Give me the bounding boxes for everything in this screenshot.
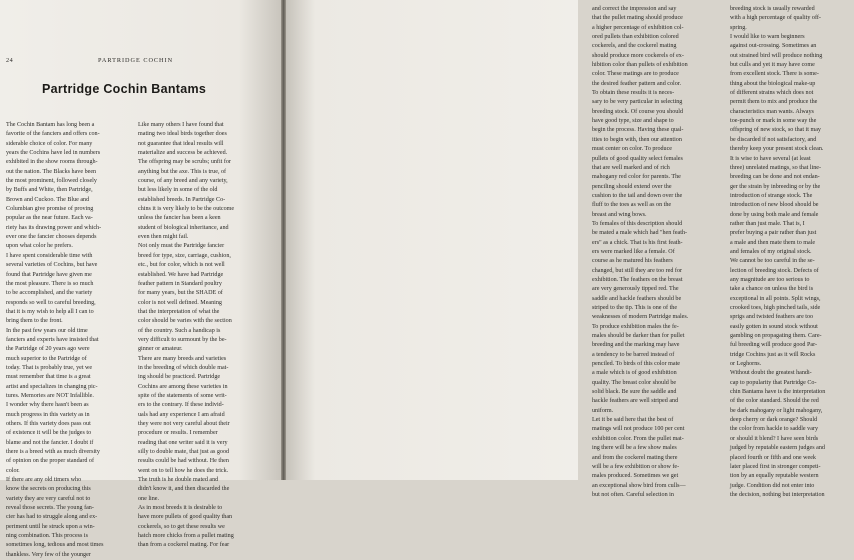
text-line: crooked toes, high pinched tails, side: [730, 305, 821, 311]
text-line: Cochins are among these varieties in: [138, 383, 228, 390]
text-line: of the country. Such a handicap is: [138, 327, 221, 334]
text-line: I have spent considerable time with: [6, 252, 93, 259]
text-line: I would like to warn beginners: [730, 34, 805, 41]
text-line: ers to the contrary. If these individ-: [138, 402, 224, 409]
text-line: ever one the fancier chooses depends: [6, 234, 97, 241]
text-line: ities to begin with, then our attention: [592, 136, 682, 143]
text-line: exhibition color. From the pullet mat-: [592, 435, 684, 442]
text-line: materialize and success be achieved.: [138, 150, 228, 157]
text-line: one line.: [138, 495, 159, 502]
text-line: popular as the near future. Each va-: [6, 215, 93, 222]
text-line: ful breeding will produce good Par-: [730, 342, 818, 349]
text-line: lection of breeding stock. Defects of: [730, 267, 819, 274]
text-line: but less likely in some of the old: [138, 187, 218, 194]
text-line: chin Bantams have is the interpretation: [730, 389, 826, 396]
text-line: than from a cockerel mating. For fear: [138, 542, 230, 549]
text-line: color is not well defined. Meaning: [138, 299, 222, 306]
text-line: cushion to the tail and down over the: [592, 192, 683, 199]
text-line: reveal those secrets. The young fan-: [6, 505, 94, 512]
text-line: out strained bird will produce nothing: [730, 52, 823, 59]
text-line: If there are any old timers who: [6, 477, 82, 484]
right-column-2: [730, 5, 854, 500]
text-line: silly to double mate, that just as good: [138, 449, 230, 456]
text-line: even then might fail.: [138, 234, 189, 241]
text-line: cockerels, and the cockerel mating: [592, 43, 677, 50]
text-line: be dark mahogany or light mahogany,: [730, 407, 823, 414]
text-line: hatch more chicks from a pullet mating: [138, 533, 234, 540]
text-line: later placed first in stronger competi-: [730, 463, 821, 470]
text-line: breeding stock is usually rewarded: [730, 6, 815, 12]
text-line: Not only must the Partridge fancier: [138, 243, 225, 250]
text-line: not guarantee that ideal results will: [138, 140, 224, 147]
text-line: of existence it will be the judges to: [6, 430, 92, 437]
text-line: artist and specializes in changing pic-: [6, 383, 98, 390]
text-line: several varieties of Cochins, but have: [6, 262, 98, 269]
left-column-1: [6, 121, 126, 560]
text-line: To produce exhibition males the fe-: [592, 323, 679, 330]
text-line: penciled. To birds of this color mate: [592, 361, 680, 368]
article-title: Partridge Cochin Bantams: [42, 82, 207, 96]
text-line: permit them to mix and produce the: [730, 99, 818, 106]
text-line: begin the process. Having these qual-: [592, 127, 684, 134]
text-line: ing should be practiced. Partridge: [138, 374, 221, 381]
left-page: [0, 0, 281, 558]
text-line: from excellent stock. There is some-: [730, 71, 819, 78]
text-line: siderable choice of color. For many: [6, 140, 93, 147]
text-line: be discarded if not satisfactory, and: [730, 136, 817, 143]
text-line: sprigs and twisted feathers are too: [730, 314, 814, 321]
text-line: judged by reputable eastern judges and: [730, 445, 825, 452]
running-header: [6, 57, 275, 66]
text-line: sary to be very particular in selecting: [592, 99, 683, 106]
text-line: pullets of good quality select females: [592, 155, 683, 162]
text-line: breed for type, size, carriage, cushion,: [138, 252, 231, 259]
text-line: tridge Cochins just as it will Rocks: [730, 351, 816, 358]
text-line: of opinion on the proper standard of: [6, 458, 94, 465]
text-line: done by using both male and female: [730, 211, 819, 218]
text-line: matings will not produce 100 per cent: [592, 426, 685, 433]
text-line: As in most breeds it is desirable to: [138, 505, 223, 512]
text-line: periment until he struck upon a win-: [6, 523, 95, 530]
text-line: procedure or results. I remember: [138, 430, 218, 437]
text-line: a male which is of good exhibition: [592, 370, 677, 377]
text-line: for many years, but the SHADE of: [138, 290, 223, 297]
text-line: found that Partridge have given me: [6, 271, 92, 278]
text-line: exhibition. The feathers on the breast: [592, 276, 683, 283]
text-line: color. These matings are to produce: [592, 71, 679, 78]
text-line: cap to popularity that Partridge Co-: [730, 379, 817, 386]
text-line: riety has its drawing power and which-: [6, 224, 102, 231]
text-line: offspring of new stock, so that it may: [730, 127, 821, 134]
text-line: by Buffs and White, then Partridge,: [6, 187, 93, 194]
text-line: must remember that time is a great: [6, 374, 91, 381]
text-line: introduction of new blood should be: [730, 202, 819, 209]
text-line: of different strains which does not: [730, 90, 814, 97]
text-line: The offspring may be scrubs; unfit for: [138, 159, 231, 166]
text-line: Like many others I have found that: [138, 122, 224, 128]
text-line: uniform.: [592, 407, 614, 414]
text-line: be mated a male which had "hen feath-: [592, 230, 688, 237]
text-line: thankless. Very few of the younger: [6, 551, 91, 558]
text-line: hibition color than pullets of exhibition: [592, 62, 688, 69]
text-line: etc., but for color, which is not well: [138, 262, 225, 269]
text-line: gambling on propagating them. Care-: [730, 333, 822, 340]
text-line: and females of my original stock.: [730, 248, 812, 255]
text-line: have good type, size and shape to: [592, 118, 674, 125]
text-line: We cannot be too careful in the se-: [730, 258, 815, 265]
text-line: much progress in this variety as in: [6, 411, 90, 418]
text-line: responds so well to careful breeding,: [6, 299, 96, 306]
text-line: unless the fancier has been a keen: [138, 215, 221, 222]
text-line: feather pattern in Standard poultry: [138, 280, 222, 287]
text-line: will be a few exhibition or show fe-: [592, 463, 680, 470]
text-line: of the color standard. Should the red: [730, 398, 819, 405]
text-line: three) unrelated matings, so that line-: [730, 164, 822, 171]
text-line: Columbian give promise of proving: [6, 206, 94, 213]
text-line: reading that one writer said it is very: [138, 439, 228, 446]
text-line: take a chance on unless the bird is: [730, 286, 814, 293]
text-line: an exceptional show bird from culls—: [592, 482, 686, 489]
text-line: course as he matured his feathers: [592, 258, 673, 265]
text-line: much superior to the Partridge of: [6, 355, 87, 362]
text-line: quality. The breast color should be: [592, 379, 677, 386]
text-line: a tendency to be barred instead of: [592, 351, 675, 358]
text-line: the decision, nothing but interpretation: [730, 491, 825, 498]
text-line: results could be had without. He then: [138, 458, 229, 465]
page-number: 24: [6, 57, 14, 64]
left-column-2: [138, 121, 262, 551]
text-line: must center on color. To produce: [592, 146, 673, 153]
text-line: against out-crossing. Sometimes an: [730, 43, 817, 50]
text-line: ning combination. This process is: [6, 533, 88, 540]
text-line: the most pleasure. There is so much: [6, 280, 94, 287]
text-line: cier has had to struggle along and ex-: [6, 514, 98, 521]
text-line: a higher percentage of exhibition col-: [592, 24, 684, 31]
text-line: know the secrets on producing this: [6, 486, 91, 493]
text-line: ers were marked like a female. Of: [592, 248, 675, 255]
text-line: didn't know it, and then discarded the: [138, 486, 230, 493]
text-line: males should be darker than for pullet: [592, 333, 685, 340]
text-line: ored pullets than exhibition colored: [592, 34, 679, 41]
text-line: very difficult to surmount by the be-: [138, 336, 227, 343]
text-line: cockerels, so to get these results we: [138, 523, 225, 530]
text-line: to be accomplished, and the variety: [6, 290, 93, 297]
text-line: tion by an equally reputable western: [730, 473, 819, 480]
text-line: There are many breeds and varieties: [138, 355, 227, 362]
text-line: that the interpretation of what the: [138, 308, 220, 315]
text-line: mating two ideal birds together does: [138, 131, 227, 138]
text-line: ginner or amateur.: [138, 346, 183, 353]
text-line: In the past few years our old time: [6, 327, 88, 334]
text-line: It is wise to have several (at least: [730, 155, 811, 162]
text-line: anything but the axe. This is true, of: [138, 168, 227, 175]
text-line: upon what color he prefers.: [6, 243, 73, 250]
text-line: today. That is probably true, yet we: [6, 364, 93, 371]
text-line: established. We have had Partridge: [138, 271, 224, 278]
text-line: mahogany red color for parents. The: [592, 174, 681, 181]
text-line: established breeds. In Partridge Co-: [138, 196, 226, 203]
text-line: fluff to the toes as well as on the: [592, 202, 672, 209]
text-line: with a high percentage of quality off-: [730, 15, 821, 22]
text-line: spite of the statements of some writ-: [138, 392, 227, 399]
text-line: that are well marked and of rich: [592, 164, 670, 171]
text-line: the most prominent, followed closely: [6, 178, 97, 185]
text-line: bring them to the front.: [6, 318, 63, 325]
text-line: tures. Memories are NOT Infallible.: [6, 392, 94, 399]
text-line: student of biological inheritance, and: [138, 224, 229, 231]
text-line: out the nation. The Blacks have been: [6, 168, 97, 175]
text-line: weaknesses of modern Partridge males.: [592, 314, 689, 321]
text-line: To females of this description should: [592, 220, 683, 227]
text-line: years the Cochins have led in numbers: [6, 150, 101, 157]
text-line: The Cochin Bantam has long been a: [6, 122, 95, 128]
text-line: blame and not the fancier. I doubt if: [6, 439, 94, 446]
text-line: exceptional in all points. Split wings,: [730, 295, 821, 302]
text-line: fanciers and experts have insisted that: [6, 336, 99, 343]
text-line: color should be varies with the section: [138, 318, 232, 325]
text-line: hackle feathers are well striped and: [592, 398, 679, 405]
text-line: uals had any experience I am afraid: [138, 411, 225, 418]
text-line: ing there will be a few show males: [592, 445, 677, 452]
text-line: went on to tell how he does the trick.: [138, 467, 229, 474]
text-line: or should it blend? I have seen birds: [730, 435, 819, 442]
text-line: but not often. Careful selection in: [592, 491, 674, 498]
text-line: or Leghorns.: [730, 361, 762, 368]
right-page: [286, 0, 826, 498]
text-line: solid black. Be sure the saddle and: [592, 389, 677, 396]
text-line: toe-punch or mark in some way the: [730, 118, 817, 125]
text-line: breeding and the marking may have: [592, 342, 680, 349]
text-line: prefer buying a pair rather than just: [730, 230, 817, 237]
text-line: males produced. Sometimes we get: [592, 473, 679, 480]
text-line: should produce more cockerels of ex-: [592, 52, 684, 59]
text-line: color.: [6, 467, 20, 474]
text-line: Let it be said here that the best of: [592, 417, 674, 424]
text-line: rather than just male. That is, I: [730, 220, 805, 227]
text-line: placed fourth or fifth and one week: [730, 454, 816, 461]
text-line: To obtain these results it is neces-: [592, 90, 675, 97]
text-line: that the pullet mating should produce: [592, 15, 683, 22]
text-line: characteristics man wants. Always: [730, 108, 814, 115]
text-line: but culls and yet it may have come: [730, 62, 815, 69]
text-line: exhibited in the show rooms through-: [6, 159, 98, 166]
text-line: saddle and hackle feathers should be: [592, 295, 682, 302]
text-line: thing about the biological make-up: [730, 80, 816, 87]
text-line: chins it is very likely to be the outcome: [138, 206, 235, 213]
text-line: favorite of the fanciers and offers con-: [6, 131, 100, 138]
text-line: penciling should extend over the: [592, 183, 672, 190]
text-line: sometimes long, tedious and most times: [6, 542, 104, 549]
text-line: in the breeding of which double mat-: [138, 364, 229, 371]
text-line: the Partridge of 20 years ago were: [6, 346, 90, 353]
text-line: breast and wing bows.: [592, 211, 647, 218]
text-line: and correct the impression and say: [592, 6, 677, 12]
text-line: striped to the tip. This is one of the: [592, 305, 678, 311]
text-line: changed, but still they are too red for: [592, 267, 683, 274]
text-line: a male and then mate them to male: [730, 239, 816, 246]
text-line: breeding can be done and not endan-: [730, 174, 820, 181]
text-line: thereby keep your present stock clean.: [730, 146, 824, 153]
text-line: Brown and Cuckoo. The Blue and: [6, 196, 90, 203]
running-title: PARTRIDGE COCHIN: [98, 57, 174, 64]
text-line: introduction of strange stock. The: [730, 192, 813, 199]
text-line: are very generously tipped red. The: [592, 286, 679, 293]
text-line: any magnitude are too serious to: [730, 276, 810, 283]
text-line: ger the strain by inbreeding or by the: [730, 183, 821, 190]
text-line: I wonder why there hasn't been as: [6, 402, 89, 409]
text-line: ers" as a chick. That is his first feath-: [592, 239, 683, 246]
text-line: The truth is he double mated and: [138, 477, 219, 484]
text-line: have more pullets of good quality than: [138, 514, 233, 521]
text-line: the desired feather pattern and color.: [592, 80, 681, 87]
text-line: judge. Condition did not enter into: [730, 482, 815, 489]
text-line: that it is my wish to help all I can to: [6, 308, 94, 315]
text-line: others. If this variety does pass out: [6, 421, 91, 427]
text-line: they were not very careful about their: [138, 421, 230, 427]
text-line: there is a breed with as much diversity: [6, 449, 100, 456]
text-line: course, of any breed and any variety,: [138, 178, 228, 185]
text-line: and from the cockerel mating there: [592, 454, 678, 461]
text-line: spring.: [730, 24, 747, 31]
right-column-1: [592, 5, 716, 500]
text-line: easily gotten in sound stock without: [730, 323, 818, 330]
text-line: deep cherry or dark orange? Should: [730, 417, 818, 424]
text-line: variety they are very careful not to: [6, 495, 91, 502]
text-line: breeding stock. Of course you should: [592, 108, 684, 115]
text-line: the color from hackle to saddle vary: [730, 426, 818, 433]
text-line: Without doubt the greatest handi-: [730, 370, 812, 377]
